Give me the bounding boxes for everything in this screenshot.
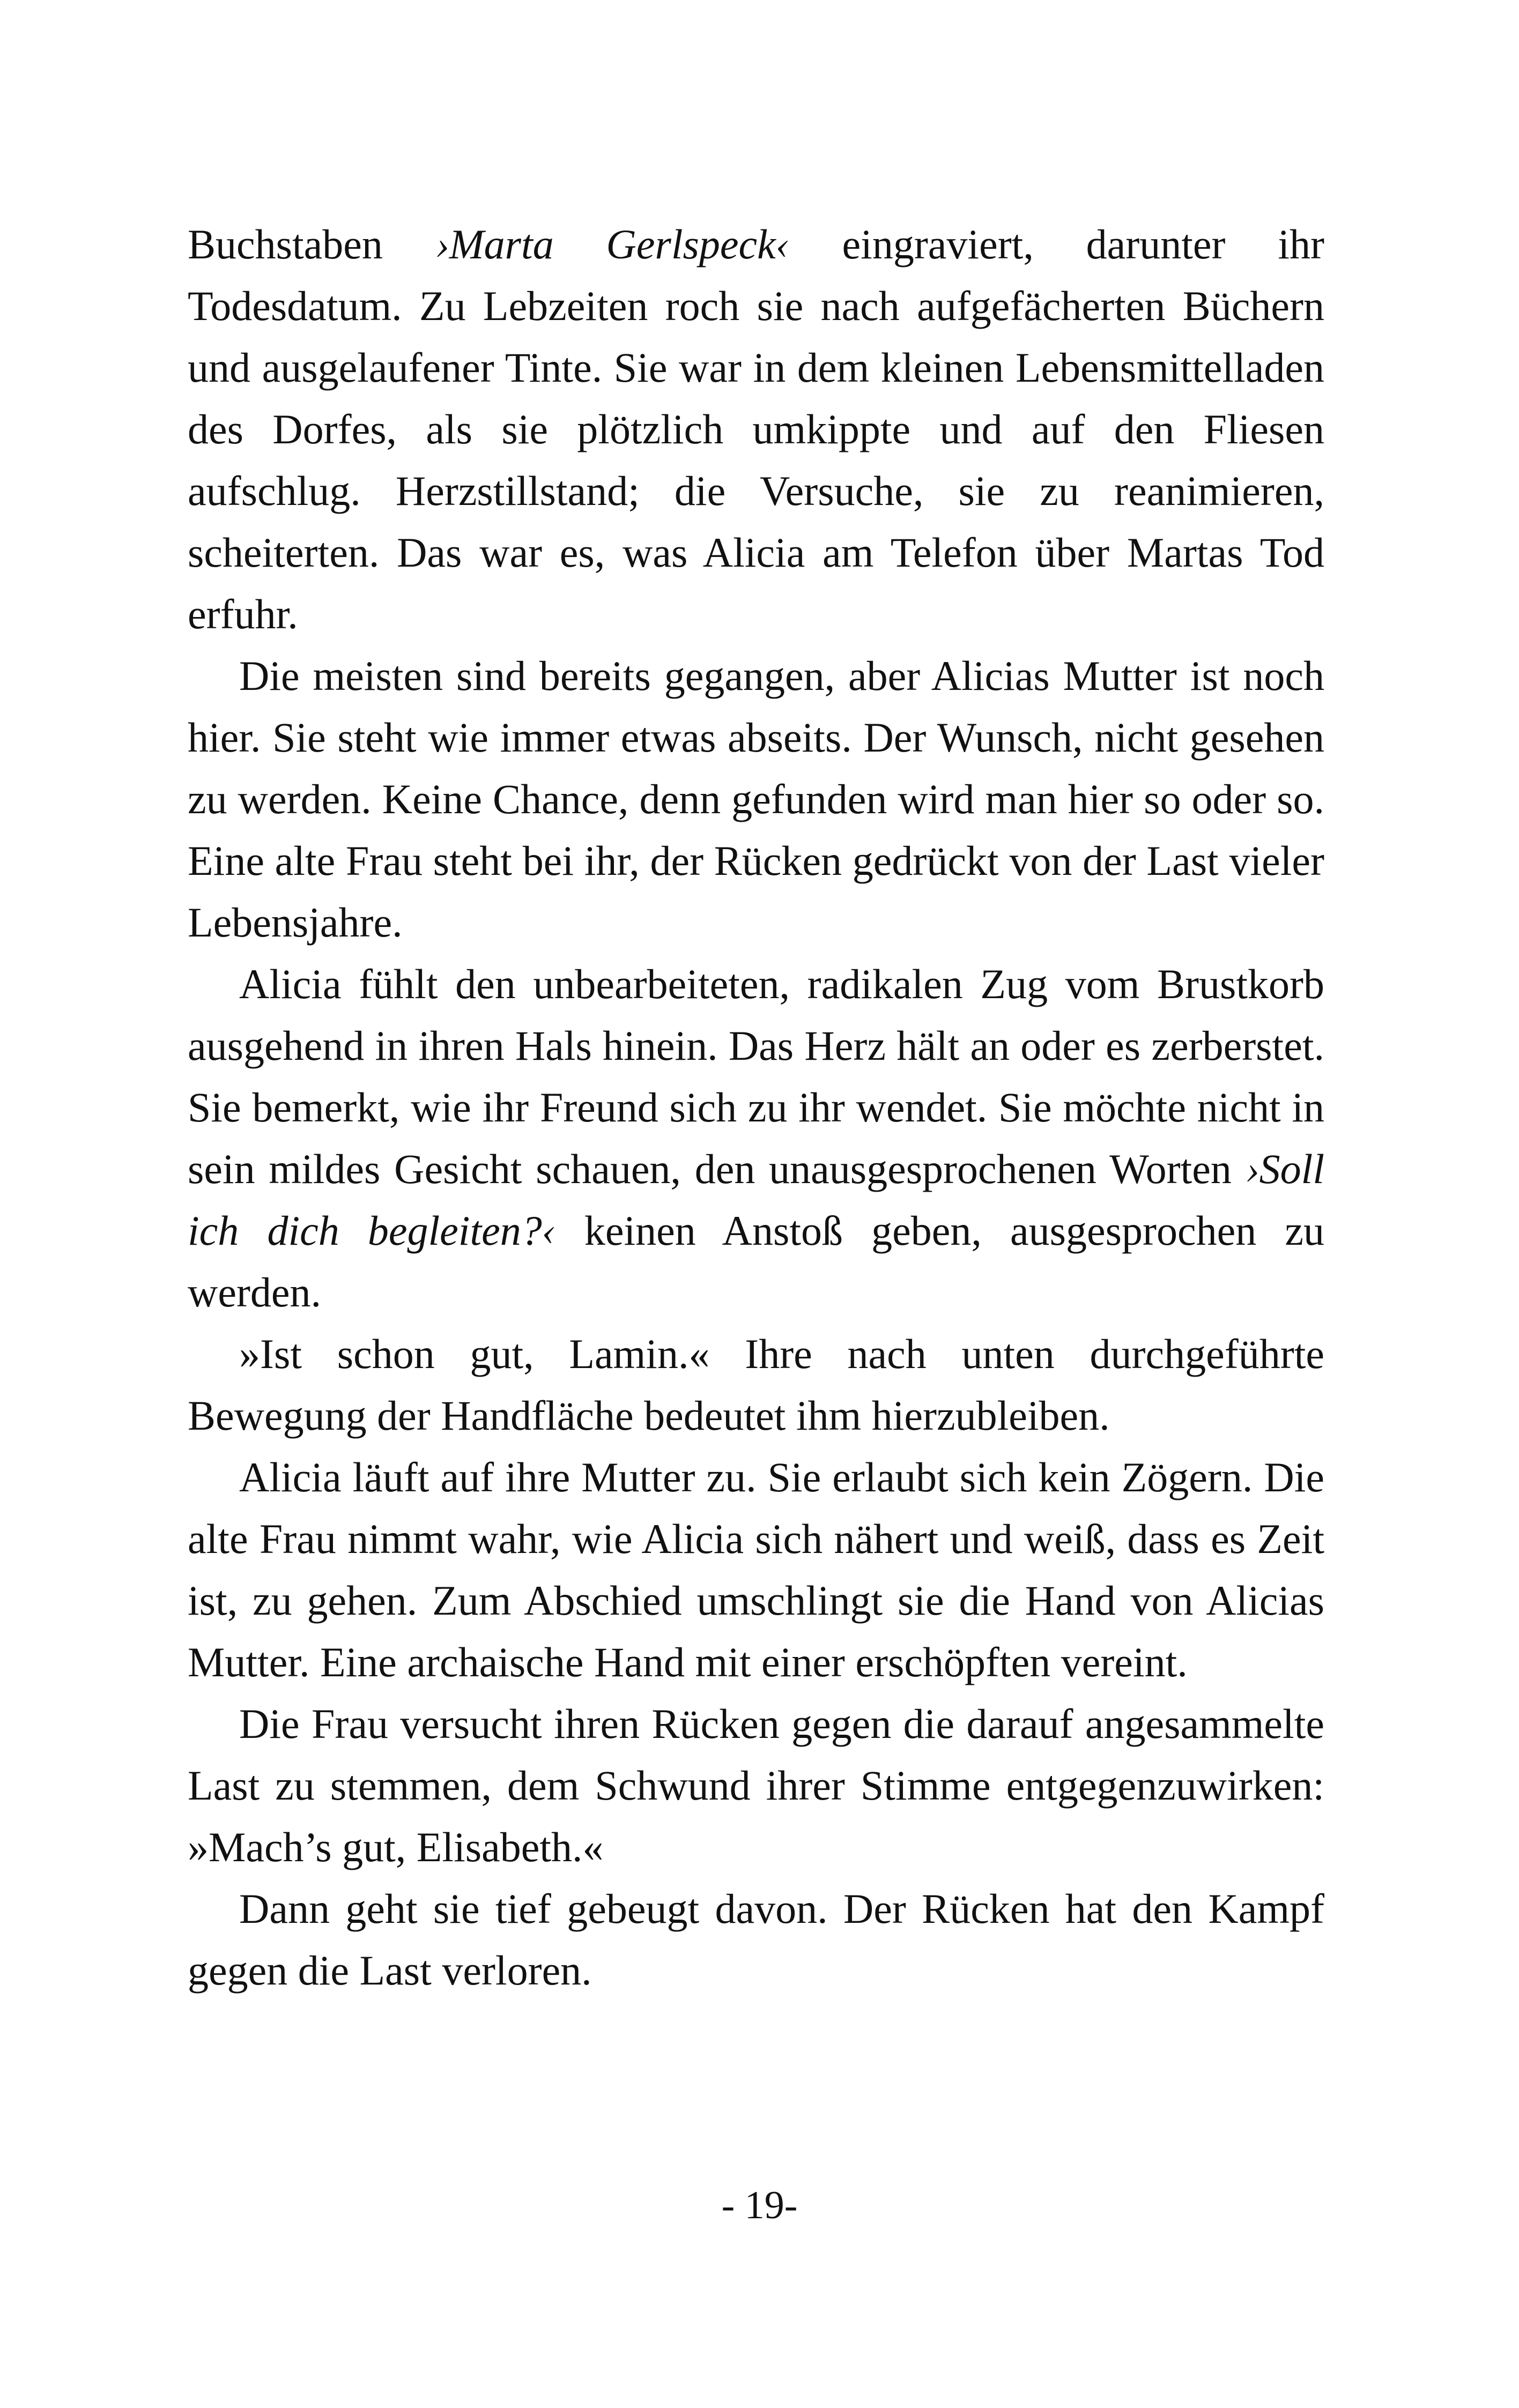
paragraph-7 (188, 1878, 1324, 2001)
paragraph-3 (188, 953, 1324, 1323)
paragraph-4 (188, 1323, 1324, 1446)
paragraph-text: Die Frau versucht ihren Rücken gegen die darauf angesammelte Last zu stemmen, dem Schwund ihrer Stimme entgegenzuwirken: »Mach’s gut, Elisabeth.« (188, 1700, 1324, 1870)
paragraph-text: Alicia läuft auf ihre Mutter zu. Sie erlaubt sich kein Zögern. Die alte Frau nimmt wahr, wie Alicia sich nähert und weiß, dass es Zeit ist, zu gehen. Zum Abschied umschlingt sie die Hand von Alicias Mutter. Eine archaische Hand mit einer erschöpften vereint. (188, 1454, 1324, 1685)
paragraph-5 (188, 1446, 1324, 1693)
page-number: - 19- (721, 2183, 798, 2227)
paragraph-text: Buchstaben (188, 221, 435, 267)
paragraph-text: Dann geht sie tief gebeugt davon. Der Rücken hat den Kampf gegen die Last verloren. (188, 1885, 1324, 1994)
engraved-name: ›Marta Gerlspeck‹ (435, 221, 790, 267)
paragraph-text: »Ist schon gut, Lamin.« Ihre nach unten durchgeführte Bewegung der Handfläche bedeutet ihm hierzubleiben. (188, 1331, 1324, 1439)
unspoken-question: ›Soll ich dich begleiten?‹ (188, 1146, 1324, 1254)
paragraph-text: eingraviert, darunter ihr Todesdatum. Zu Lebzeiten roch sie nach aufgefächerten Büchern und ausgelaufener Tinte. Sie war in dem kleinen Lebensmittelladen des Dorfes, als sie plötzlich umkippte und auf den Fliesen aufschlug. Herzstillstand; die Versuche, sie zu reanimieren, scheiterten. Das war es, was Alicia am Telefon über Martas Tod erfuhr. (188, 221, 1324, 637)
paragraph-text: keinen Anstoß geben, ausgesprochen zu werden. (188, 1207, 1324, 1316)
paragraph-2 (188, 645, 1324, 953)
paragraph-text: Die meisten sind bereits gegangen, aber Alicias Mutter ist noch hier. Sie steht wie immer etwas abseits. Der Wunsch, nicht gesehen zu werden. Keine Chance, denn gefunden wird man hier so oder so. Eine alte Frau steht bei ihr, der Rücken gedrückt von der Last vieler Lebensjahre. (188, 652, 1324, 946)
paragraph-text: Alicia fühlt den unbearbeiteten, radikalen Zug vom Brustkorb ausgehend in ihren Hals hinein. Das Herz hält an oder es zerberstet. Sie bemerkt, wie ihr Freund sich zu ihr wendet. Sie möchte nicht in sein mildes Gesicht schauen, den unausgesprochenen Worten (188, 961, 1324, 1192)
paragraph-6 (188, 1693, 1324, 1878)
body-text (188, 213, 1324, 2001)
paragraph-1 (188, 213, 1324, 645)
